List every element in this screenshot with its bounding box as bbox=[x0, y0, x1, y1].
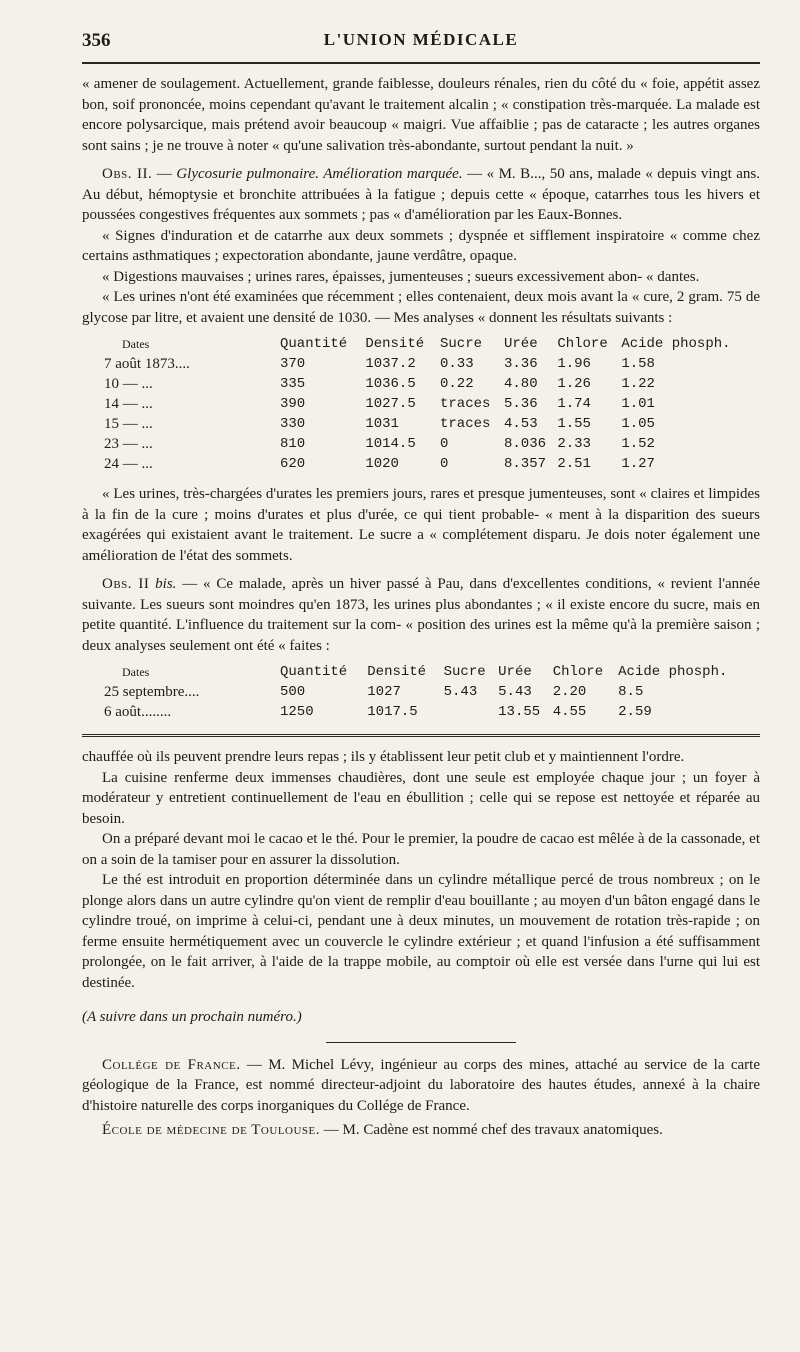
col-acide: Acide phosph. bbox=[618, 664, 728, 680]
body-paragraph-1: chauffée où ils peuvent prendre leurs repas ; ils y établissent leur petit club et y maintiennent l'ordre. bbox=[82, 749, 685, 765]
obs2-title: Glycosurie pulmonaire. Amélioration marquée. bbox=[176, 166, 463, 182]
cell-acide: 1.52 bbox=[621, 436, 655, 452]
col-dates: Dates bbox=[122, 336, 150, 351]
cell-sucre bbox=[444, 702, 499, 722]
col-quantite: Quantité bbox=[280, 336, 348, 352]
running-head bbox=[82, 26, 760, 64]
cell-quantite: 500 bbox=[280, 684, 306, 700]
cell-date: 14 — ... bbox=[104, 396, 153, 412]
obs2-urine-table bbox=[82, 336, 760, 474]
cell-acide: 1.27 bbox=[621, 456, 655, 472]
table-header-row bbox=[82, 664, 760, 682]
cell-date: 10 — ... bbox=[104, 376, 153, 392]
table-row bbox=[82, 394, 760, 414]
section-divider bbox=[82, 734, 760, 737]
cell-densite: 1027.5 bbox=[365, 396, 416, 412]
cell-acide: 2.59 bbox=[618, 704, 652, 720]
obs2bis-paragraph bbox=[82, 574, 760, 656]
notice-ecole-toulouse bbox=[82, 1120, 760, 1141]
cell-densite: 1027 bbox=[367, 684, 401, 700]
cell-chlore: 1.74 bbox=[557, 396, 591, 412]
cell-uree: 4.53 bbox=[503, 416, 538, 432]
cell-densite: 1020 bbox=[365, 456, 399, 472]
cell-densite: 1014.5 bbox=[365, 436, 416, 452]
cell-quantite: 390 bbox=[280, 396, 306, 412]
cell-uree: 8.036 bbox=[503, 436, 546, 452]
col-sucre: Sucre bbox=[443, 664, 486, 680]
cell-quantite: 370 bbox=[280, 356, 306, 372]
cell-densite: 1031 bbox=[365, 416, 399, 432]
obs2bis-lead: — « Ce malade, après un hiver passé à Pau, dans d'excellentes conditions, « revient l'année suivante. Les sueurs sont moindres qu'en 1873, les urines plus abondantes ; « il existe encore du sucre, mais en petite quantité. L'influence du traitement sur la com- « position des urines est la même qu'à la première saison ; deux analyses seulement ont été « faites : bbox=[82, 576, 761, 654]
table-row bbox=[82, 682, 760, 702]
cell-date: 25 septembre.... bbox=[104, 684, 200, 700]
cell-quantite: 330 bbox=[280, 416, 306, 432]
cell-quantite: 1250 bbox=[280, 704, 314, 720]
obs2-signes: « Signes d'induration et de catarrhe aux deux sommets ; dyspnée et sifflement inspiratoire « comme chez certains asthmatiques ; expectoration abondante, jaune verdâtre, opaque. bbox=[82, 227, 760, 264]
col-densite: Densité bbox=[367, 664, 427, 680]
col-quantite: Quantité bbox=[280, 664, 348, 680]
cell-sucre: 5.43 bbox=[443, 684, 478, 700]
cell-uree: 5.36 bbox=[503, 396, 538, 412]
col-chlore: Chlore bbox=[552, 664, 604, 680]
cell-uree: 8.357 bbox=[503, 456, 546, 472]
table-header-row bbox=[82, 336, 760, 354]
notice-divider bbox=[326, 1042, 516, 1043]
cell-quantite: 810 bbox=[280, 436, 306, 452]
cell-date: 23 — ... bbox=[104, 436, 153, 452]
continuation-note: (A suivre dans un prochain numéro.) bbox=[82, 1009, 302, 1025]
notice-text: — M. Michel Lévy, ingénieur au corps des mines, attaché au service de la carte géologique de la France, est nommé directeur-adjoint du laboratoire des hautes études, annexé à la chaire d'histoire naturelle des corps inorganiques du Collége de France. bbox=[82, 1056, 760, 1114]
cell-acide: 1.22 bbox=[621, 376, 655, 392]
table-row bbox=[82, 374, 760, 394]
obs2bis-label: Obs. II bbox=[102, 576, 150, 592]
cell-sucre: 0 bbox=[439, 456, 449, 472]
cell-chlore: 4.55 bbox=[552, 704, 587, 720]
cell-date: 15 — ... bbox=[104, 416, 153, 432]
cell-acide: 1.58 bbox=[621, 356, 655, 372]
cell-acide: 8.5 bbox=[618, 684, 644, 700]
cell-date: 6 août........ bbox=[104, 704, 172, 720]
col-uree: Urée bbox=[498, 664, 532, 680]
body-paragraph-3: On a préparé devant moi le cacao et le thé. Pour le premier, la poudre de cacao est mêlée à de la cassonade, et on a soin de la tamiser pour en assurer la dissolution. bbox=[82, 831, 760, 868]
article-body bbox=[82, 747, 760, 1028]
cell-densite: 1017.5 bbox=[367, 704, 418, 720]
col-dates: Dates bbox=[122, 664, 150, 679]
cell-acide: 1.05 bbox=[621, 416, 655, 432]
obs2bis-label-suffix: bis. bbox=[155, 576, 177, 592]
col-densite: Densité bbox=[365, 336, 425, 352]
page-number: 356 bbox=[82, 30, 111, 51]
cell-quantite: 335 bbox=[280, 376, 306, 392]
observation-section bbox=[82, 74, 760, 722]
cell-chlore: 1.26 bbox=[557, 376, 591, 392]
cell-uree: 4.80 bbox=[503, 376, 538, 392]
notice-text: — M. Cadène est nommé chef des travaux anatomiques. bbox=[320, 1122, 663, 1138]
journal-title: L'UNION MÉDICALE bbox=[323, 30, 519, 49]
intro-paragraph: « amener de soulagement. Actuellement, grande faiblesse, douleurs rénales, rien du côté du « foie, appétit assez bon, soif prononcée, moins cependant qu'avant le traitement alcalin ; « constipation très-marquée. La malade est encore polysarcique, mais prétend avoir beaucoup « maigri. Vue affaiblie ; pas de cataracte ; les autres organes sont sains ; je ne trouve à noter « qu'une salivation très-abondante, surtout pendant la nuit. » bbox=[82, 76, 760, 154]
col-sucre: Sucre bbox=[439, 336, 482, 352]
cell-densite: 1036.5 bbox=[365, 376, 416, 392]
cell-sucre: traces bbox=[439, 416, 491, 432]
obs2-lead: — « M. B..., 50 ans, malade « depuis vingt ans. Au début, hémoptysie et bronchite attribuées à la fatigue ; depuis cette « époque, catarrhes tous les hivers et poussées congestives fréquentes aux sommets ; pas « d'amélioration par les Eaux-Bonnes. bbox=[82, 166, 761, 223]
body-paragraph-4: Le thé est introduit en proportion déterminée dans un cylindre métallique percé de trous nombreux ; on le plonge alors dans un autre cylindre qu'on vient de remplir d'eau bouillante ; au moyen d'un bâton engagé dans le cylindre troué, on imprime à celui-ci, pendant une à deux minutes, un mouvement de rotation très-rapide ; on ferme ensuite hermétiquement avec un couvercle le cylindre extérieur ; et quand l'infusion a été suffisamment prolongée, on le fait arriver, à l'aide de la trappe mobile, au comptoir où elle est versée dans l'urne qui lui est destinée. bbox=[82, 872, 760, 991]
cell-sucre: traces bbox=[439, 396, 491, 412]
col-chlore: Chlore bbox=[557, 336, 608, 352]
table-row bbox=[82, 434, 760, 454]
cell-chlore: 2.51 bbox=[557, 456, 591, 472]
obs2-urines: « Les urines n'ont été examinées que récemment ; elles contenaient, deux mois avant la « cure, 2 gram. 75 de glycose par litre, et avaient une densité de 1030. — Mes analyses « donnent les résultats suivants : bbox=[82, 289, 760, 326]
cell-quantite: 620 bbox=[280, 456, 306, 472]
body-paragraph-2: La cuisine renferme deux immenses chaudières, dont une seule est employée chaque jour ; un foyer à modérateur y entretient continuellement de l'eau en ébullition ; celle qui se repose est nettoyée et réparée au besoin. bbox=[82, 769, 760, 827]
table-row bbox=[82, 414, 760, 434]
cell-sucre: 0 bbox=[439, 436, 449, 452]
cell-uree: 5.43 bbox=[498, 684, 532, 700]
table-row bbox=[82, 454, 760, 474]
cell-chlore: 1.96 bbox=[557, 356, 591, 372]
table-row bbox=[82, 702, 760, 722]
obs2-label: Obs. II. bbox=[102, 166, 153, 182]
cell-chlore: 2.33 bbox=[557, 436, 591, 452]
cell-acide: 1.01 bbox=[621, 396, 655, 412]
obs2-paragraph: Obs. II. — Glycosurie pulmonaire. Amélioration marquée. — « M. B..., 50 ans, malade « depuis vingt ans. Au début, hémoptysie et bronchite attribuées à la fatigue ; depuis cette « époque, catarrhes tous les hivers et poussées congestives fréquentes aux sommets ; pas « d'amélioration par les Eaux-Bonnes. bbox=[82, 166, 761, 223]
col-uree: Urée bbox=[503, 336, 538, 352]
cell-densite: 1037.2 bbox=[365, 356, 416, 372]
obs2-digestions: « Digestions mauvaises ; urines rares, épaisses, jumenteuses ; sueurs excessivement abon- « dantes. bbox=[102, 268, 700, 285]
cell-sucre: 0.22 bbox=[439, 376, 474, 392]
cell-uree: 3.36 bbox=[503, 356, 538, 372]
notice-institution: Collége de France. bbox=[102, 1056, 241, 1073]
cell-chlore: 1.55 bbox=[557, 416, 591, 432]
notice-college-de-france bbox=[82, 1055, 760, 1117]
col-acide: Acide phosph. bbox=[621, 336, 731, 352]
notice-institution: École de médecine de Toulouse. bbox=[102, 1122, 321, 1138]
cell-uree: 13.55 bbox=[498, 704, 541, 720]
cell-date: 7 août 1873.... bbox=[104, 356, 190, 372]
cell-chlore: 2.20 bbox=[552, 684, 587, 700]
cell-date: 24 — ... bbox=[104, 456, 153, 472]
obs2-after-table: « Les urines, très-chargées d'urates les premiers jours, rares et presque jumenteuses, sont « claires et limpides à la fin de la cure ; moins d'urates et plus d'urée, ce qui tient probable- « ment à la disparition des sueurs exagérées qui existaient avant le traitement. Le sucre a « complétement disparu. Je dois noter également une amélioration de l'état des sommets. bbox=[82, 486, 760, 564]
obs2bis-urine-table bbox=[82, 664, 760, 722]
cell-sucre: 0.33 bbox=[439, 356, 474, 372]
table-row bbox=[82, 354, 760, 374]
